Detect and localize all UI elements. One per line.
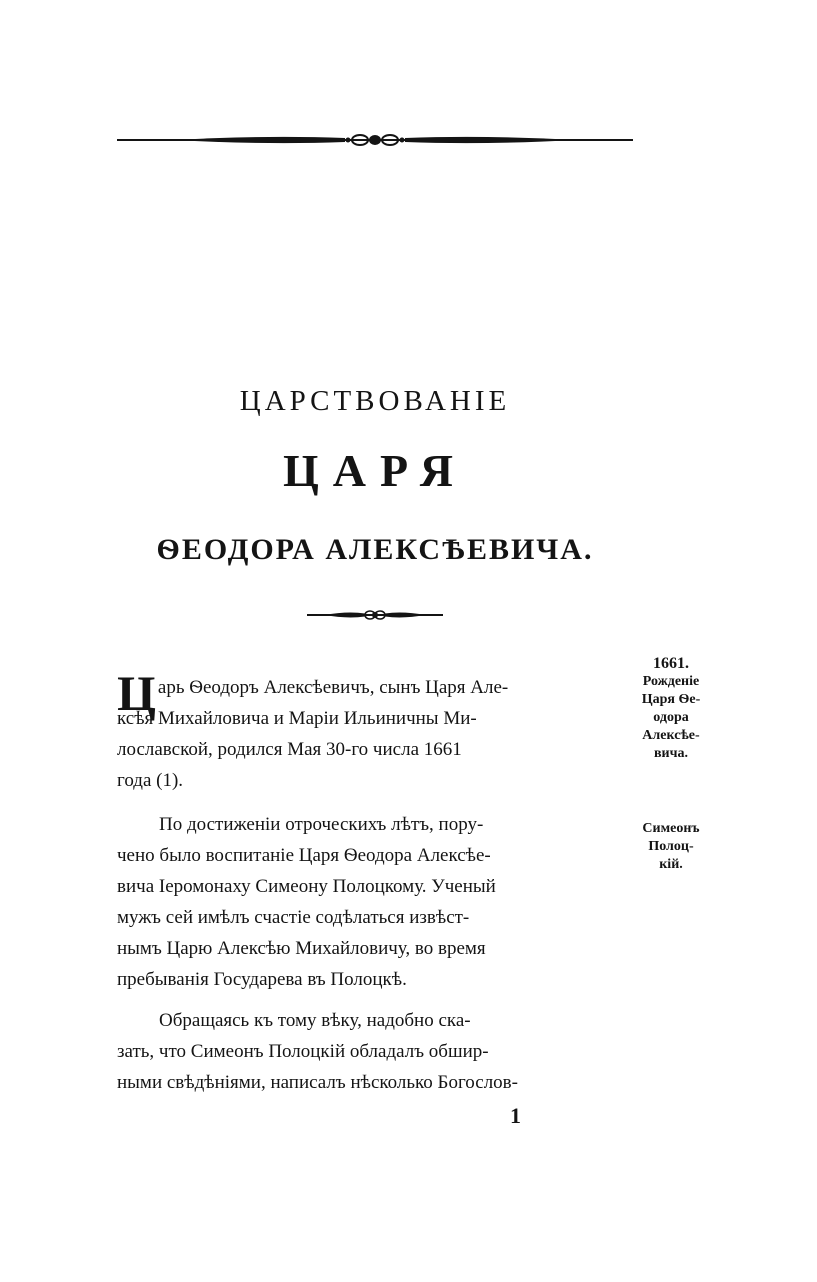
paragraph-2 (117, 809, 633, 995)
text-line-content: арь Ѳеодоръ Алексѣевичъ, сынъ Царя Але- (157, 677, 509, 698)
margin-note-line: кій. (659, 857, 683, 872)
text-line-content: нымъ Царю Алексѣю Михайловичу, во время (117, 938, 486, 959)
margin-note-line: одора (653, 710, 689, 725)
text-line-content: мужъ сей имѣлъ счастіе содѣлаться извѣст- (117, 907, 470, 928)
text-line (117, 902, 633, 933)
page-number: 1 (510, 1103, 521, 1128)
text-line (117, 1005, 633, 1036)
title-line-2: ЦАРЯ (282, 445, 468, 496)
margin-note-line: вича. (653, 746, 689, 761)
text-line (117, 964, 633, 995)
margin-note-line: Рожденіе (642, 674, 700, 689)
title-ornament (305, 607, 445, 623)
text-line-content: ксѣя Михайловича и Маріи Ильиничны Ми- (117, 708, 477, 729)
text-line (117, 734, 633, 765)
text-line (117, 703, 633, 734)
paragraph-1 (117, 665, 633, 796)
margin-note-simeon (632, 820, 710, 874)
text-line (117, 871, 633, 902)
top-ornamental-rule (115, 130, 635, 150)
text-line-content: зать, что Симеонъ Полоцкій обладалъ обшир- (117, 1041, 489, 1062)
text-line (117, 809, 633, 840)
margin-note-line: Алексѣе- (642, 728, 700, 743)
title-line-1: ЦАРСТВОВАНІЕ (239, 385, 511, 417)
drop-cap: Ц (117, 665, 156, 721)
margin-note-line: Симеонъ (642, 821, 700, 836)
text-line-content: вича Іеромонаху Симеону Полоцкому. Ученый (117, 876, 496, 897)
text-line-content: По достиженіи отроческихъ лѣтъ, пору- (159, 814, 484, 835)
text-line (117, 933, 633, 964)
text-line-content: года (1). (117, 770, 184, 791)
title-line-3: ѲЕОДОРА АЛЕКСѢЕВИЧА. (156, 533, 594, 566)
text-line (117, 1067, 633, 1098)
text-line-content: пребыванія Государева въ Полоцкѣ. (117, 969, 407, 990)
text-line (117, 1036, 633, 1067)
text-line-content: лославской, родился Мая 30-го числа 1661 (117, 739, 462, 760)
paragraph-3 (117, 1005, 633, 1098)
margin-note-line: 1661. (653, 655, 689, 672)
margin-note-birth (632, 655, 710, 763)
text-line-content: ными свѣдѣніями, написалъ нѣсколько Богослов- (117, 1072, 518, 1093)
text-line-content: чено было воспитаніе Царя Ѳеодора Алексѣе- (117, 845, 491, 866)
text-line-content: Обращаясь къ тому вѣку, надобно ска- (159, 1010, 471, 1031)
margin-note-line: Царя Ѳе- (641, 692, 701, 707)
text-line (117, 765, 633, 796)
text-line (117, 840, 633, 871)
margin-note-line: Полоц- (648, 839, 694, 854)
